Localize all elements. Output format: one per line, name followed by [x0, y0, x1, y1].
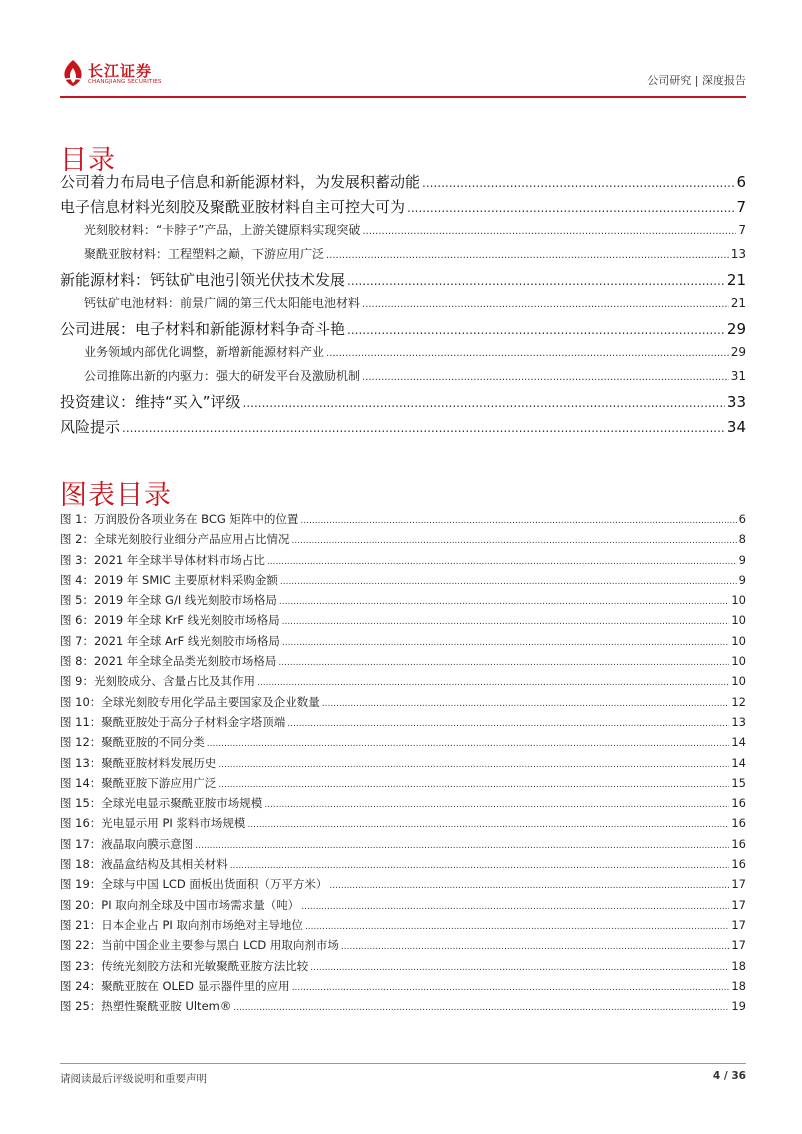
- figure-entry-text: 图 3：2021 年全球半导体材料市场占比: [60, 552, 265, 567]
- toc-subentry-text: 光刻胶材料：“卡脖子”产品，上游关键原料实现突破: [84, 223, 361, 237]
- figure-entry-text: 图 20：PI 取向剂全球及中国市场需求量（吨）: [60, 897, 300, 912]
- figure-entry-page: 10: [731, 593, 746, 608]
- leader-dots: [218, 780, 729, 790]
- figure-entry-text: 图 2：全球光刻胶行业细分产品应用占比情况: [60, 532, 290, 547]
- toc-entry-text: 电子信息材料光刻胶及聚酰亚胺材料自主可控大可为: [60, 198, 406, 216]
- figure-entry[interactable]: [60, 592, 746, 612]
- figure-entry[interactable]: [60, 917, 746, 937]
- leader-dots: [257, 678, 729, 688]
- figure-entry-page: 9: [738, 572, 746, 587]
- figure-entry-text: 图 12：聚酰亚胺的不同分类: [60, 735, 205, 750]
- figure-entry-page: 6: [738, 512, 746, 526]
- figure-entry-page: 19: [731, 999, 746, 1014]
- figure-entry[interactable]: [60, 856, 746, 876]
- leader-dots: [322, 699, 730, 709]
- figure-entry-page: 16: [731, 857, 746, 872]
- figure-entry[interactable]: [60, 937, 746, 957]
- figure-entry[interactable]: [60, 755, 746, 775]
- figure-entry-page: 18: [731, 978, 746, 993]
- figure-entry[interactable]: [60, 734, 746, 754]
- toc-entry-text: 风险提示: [60, 418, 121, 436]
- figure-list: [60, 511, 746, 1018]
- leader-dots: [301, 902, 729, 912]
- figure-entry-text: 图 17：液晶取向膜示意图: [60, 836, 194, 851]
- toc-entry[interactable]: [60, 416, 746, 441]
- leader-dots: [287, 719, 729, 729]
- toc-subentry-text: 公司推陈出新的内驱力：强大的研发平台及激励机制: [84, 369, 361, 383]
- toc-subentry[interactable]: [60, 294, 746, 318]
- leader-dots: [291, 536, 736, 546]
- toc-subentry-page: 29: [730, 345, 746, 359]
- figure-entry-page: 8: [738, 532, 746, 547]
- toc-entry-page: 29: [726, 320, 746, 338]
- leader-dots: [195, 841, 729, 851]
- figure-entry-page: 17: [731, 917, 746, 932]
- leader-dots: [278, 658, 729, 668]
- figure-entry-text: 图 24：聚酰亚胺在 OLED 显示器件里的应用: [60, 978, 290, 993]
- footer-divider: [60, 1063, 746, 1064]
- figure-entry[interactable]: [60, 775, 746, 795]
- figure-entry[interactable]: [60, 876, 746, 896]
- company-logo: [60, 58, 180, 92]
- toc-subentry-text: 聚酰亚胺材料：工程塑料之巅，下游应用广泛: [84, 247, 325, 261]
- figure-entry[interactable]: [60, 795, 746, 815]
- leader-dots: [341, 942, 729, 952]
- figure-entry-text: 图 5：2019 年全球 G/I 线光刻胶市场格局: [60, 593, 277, 608]
- figure-entry-page: 18: [731, 958, 746, 973]
- leader-dots: [292, 983, 730, 993]
- toc-subentry-page: 13: [730, 247, 746, 261]
- toc-entry-page: 6: [736, 173, 746, 191]
- figure-entry-page: 17: [731, 877, 746, 892]
- leader-dots: [233, 1003, 729, 1013]
- toc-entry-text: 公司着力布局电子信息和新能源材料，为发展积蓄动能: [60, 173, 421, 191]
- figure-entry-page: 12: [731, 694, 746, 709]
- toc-title: 目录: [60, 145, 116, 176]
- figure-entry-page: 10: [731, 654, 746, 669]
- figure-entry-text: 图 19：全球与中国 LCD 面板出货面积（万平方米）: [60, 877, 328, 892]
- figure-entry-text: 图 10：全球光刻胶专用化学品主要国家及企业数量: [60, 694, 320, 709]
- leader-dots: [347, 274, 725, 288]
- logo-flame-icon: [60, 58, 86, 88]
- page-header: [60, 52, 746, 96]
- page-number: 4 / 36: [712, 1070, 746, 1082]
- figure-entry-page: 10: [731, 674, 746, 689]
- figure-entry-text: 图 22：当前中国企业主要参与黑白 LCD 用取向剂市场: [60, 938, 339, 953]
- leader-dots: [218, 760, 729, 770]
- figure-entry-page: 17: [731, 938, 746, 953]
- leader-dots: [407, 201, 734, 215]
- leader-dots: [282, 617, 730, 627]
- figure-entry[interactable]: [60, 694, 746, 714]
- figure-entry[interactable]: [60, 836, 746, 856]
- leader-dots: [267, 557, 737, 567]
- figure-entry-page: 9: [738, 552, 746, 567]
- toc-entry[interactable]: [60, 171, 746, 196]
- figure-entry-page: 16: [731, 836, 746, 851]
- logo-subtitle: CHANGJIANG SECURITIES: [88, 79, 162, 85]
- header-divider: [60, 96, 746, 98]
- toc-subentry[interactable]: [60, 343, 746, 367]
- leader-dots: [362, 226, 736, 237]
- leader-dots: [326, 250, 729, 261]
- toc-entry-text: 新能源材料：钙钛矿电池引领光伏技术发展: [60, 271, 346, 289]
- leader-dots: [207, 739, 730, 749]
- toc-list: [60, 171, 746, 441]
- toc-subentry[interactable]: [60, 367, 746, 391]
- leader-dots: [243, 396, 725, 410]
- figure-entry-text: 图 1：万润股份各项业务在 BCG 矩阵中的位置: [60, 512, 299, 526]
- leader-dots: [122, 421, 725, 435]
- toc-subentry[interactable]: [60, 245, 746, 269]
- leader-dots: [264, 800, 729, 810]
- toc-entry-text: 公司进展：电子材料和新能源材料争奇斗艳: [60, 320, 346, 338]
- figure-entry-text: 图 16：光电显示用 PI 浆料市场规模: [60, 816, 246, 831]
- figure-entry[interactable]: [60, 714, 746, 734]
- leader-dots: [347, 323, 725, 337]
- toc-subentry-text: 业务领域内部优化调整，新增新能源材料产业: [84, 345, 325, 359]
- report-category: 公司研究 | 深度报告: [647, 74, 746, 87]
- figure-entry[interactable]: [60, 633, 746, 653]
- figure-entry-text: 图 9：光刻胶成分、含量占比及其作用: [60, 674, 255, 689]
- toc-subentry-page: 7: [738, 223, 746, 237]
- toc-entry[interactable]: [60, 269, 746, 294]
- toc-entry-page: 33: [726, 393, 746, 411]
- figure-entry-text: 图 14：聚酰亚胺下游应用广泛: [60, 775, 217, 790]
- figure-entry-text: 图 25：热塑性聚酰亚胺 Ultem®: [60, 999, 232, 1014]
- leader-dots: [279, 597, 729, 607]
- figure-entry-page: 15: [731, 775, 746, 790]
- figure-entry[interactable]: [60, 958, 746, 978]
- toc-entry[interactable]: [60, 318, 746, 343]
- figure-entry[interactable]: [60, 673, 746, 693]
- figure-entry-text: 图 21：日本企业占 PI 取向剂市场绝对主导地位: [60, 917, 303, 932]
- figure-entry-text: 图 13：聚酰亚胺材料发展历史: [60, 755, 217, 770]
- leader-dots: [230, 861, 730, 871]
- figure-entry[interactable]: [60, 998, 746, 1018]
- figure-entry-page: 14: [731, 735, 746, 750]
- footer-disclaimer: 请阅读最后评级说明和重要声明: [60, 1073, 207, 1085]
- figure-entry[interactable]: [60, 815, 746, 835]
- figure-entry[interactable]: [60, 552, 746, 572]
- figure-entry-page: 16: [731, 796, 746, 811]
- figure-entry-page: 16: [731, 816, 746, 831]
- toc-entry-page: 34: [726, 418, 746, 436]
- figure-entry-text: 图 15：全球光电显示聚酰亚胺市场规模: [60, 796, 263, 811]
- figure-entry-page: 10: [731, 633, 746, 648]
- toc-entry-text: 投资建议：维持“买入”评级: [60, 393, 241, 411]
- figure-list-title: 图表目录: [60, 480, 172, 511]
- figure-entry-page: 17: [731, 897, 746, 912]
- figure-entry[interactable]: [60, 531, 746, 551]
- figure-entry-text: 图 23：传统光刻胶方法和光敏聚酰亚胺方法比较: [60, 958, 309, 973]
- leader-dots: [300, 516, 736, 526]
- figure-entry-text: 图 6：2019 年全球 KrF 线光刻胶市场格局: [60, 613, 280, 628]
- leader-dots: [329, 881, 729, 891]
- toc-entry[interactable]: [60, 391, 746, 416]
- figure-entry-text: 图 18：液晶盒结构及其相关材料: [60, 857, 228, 872]
- figure-entry[interactable]: [60, 978, 746, 998]
- figure-entry-text: 图 4：2019 年 SMIC 主要原材料采购金额: [60, 572, 278, 587]
- leader-dots: [326, 348, 729, 359]
- figure-entry-page: 14: [731, 755, 746, 770]
- leader-dots: [282, 638, 729, 648]
- figure-entry[interactable]: [60, 511, 746, 531]
- toc-subentry-text: 钙钛矿电池材料：前景广阔的第三代太阳能电池材料: [84, 296, 361, 310]
- leader-dots: [280, 577, 737, 587]
- figure-entry-text: 图 8：2021 年全球全品类光刻胶市场格局: [60, 654, 277, 669]
- toc-subentry-page: 21: [730, 296, 746, 310]
- toc-entry-page: 7: [736, 198, 746, 216]
- figure-entry-text: 图 11：聚酰亚胺处于高分子材料金字塔顶端: [60, 714, 286, 729]
- figure-entry-page: 13: [731, 714, 746, 729]
- figure-entry-text: 图 7：2021 年全球 ArF 线光刻胶市场格局: [60, 633, 280, 648]
- leader-dots: [310, 963, 729, 973]
- figure-entry[interactable]: [60, 572, 746, 592]
- figure-entry[interactable]: [60, 612, 746, 632]
- figure-entry-page: 10: [731, 613, 746, 628]
- logo-wordmark: 长江证券: [88, 62, 153, 80]
- leader-dots: [305, 922, 729, 932]
- leader-dots: [422, 176, 734, 190]
- toc-entry[interactable]: [60, 196, 746, 221]
- leader-dots: [247, 820, 729, 830]
- toc-subentry[interactable]: [60, 221, 746, 245]
- figure-entry[interactable]: [60, 653, 746, 673]
- leader-dots: [362, 372, 729, 383]
- figure-entry[interactable]: [60, 897, 746, 917]
- toc-subentry-page: 31: [730, 369, 746, 383]
- toc-entry-page: 21: [726, 271, 746, 289]
- leader-dots: [362, 299, 729, 310]
